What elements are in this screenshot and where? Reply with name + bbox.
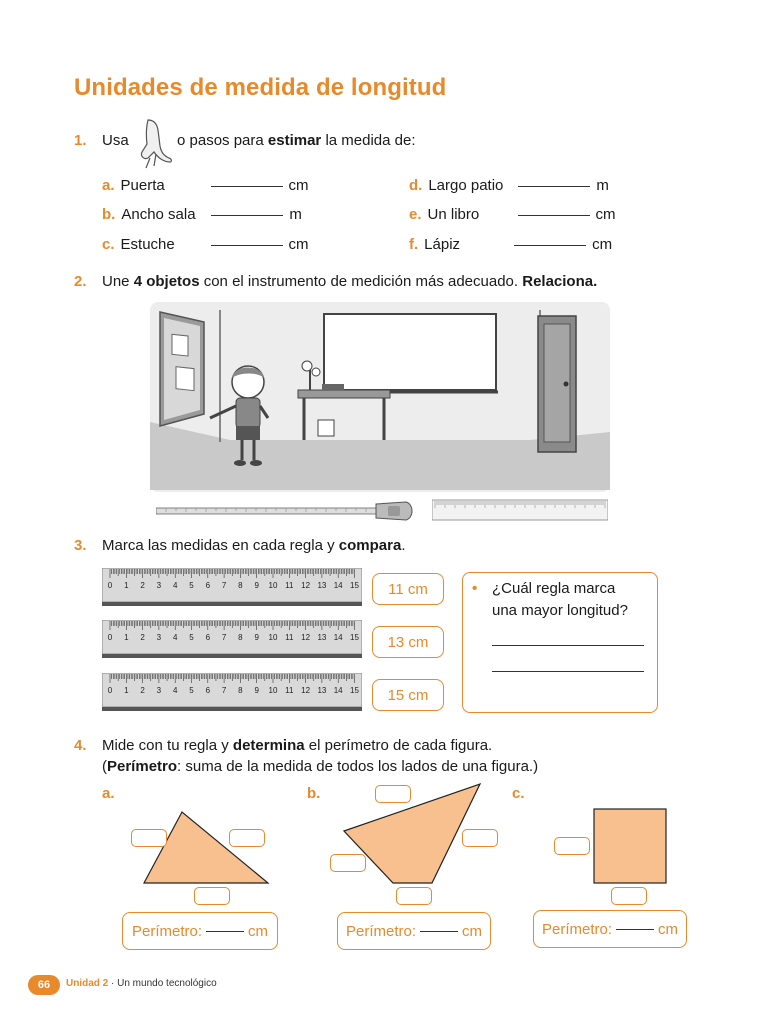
ruler-tick-label: 2 (140, 686, 145, 695)
ruler-tick-label: 1 (124, 686, 129, 695)
ruler-tick-label: 1 (124, 581, 129, 590)
ruler-tick-label: 2 (140, 633, 145, 642)
ruler-tick-label: 9 (254, 581, 259, 590)
ruler-tick-label: 3 (156, 686, 162, 695)
triangle-shape (144, 812, 268, 883)
ruler-tick-label: 15 (350, 633, 359, 642)
q3-text: Marca las medidas en cada regla y compara. (102, 537, 406, 554)
hand-span-icon (134, 118, 176, 170)
classroom-illustration[interactable] (150, 302, 610, 492)
ruler-tick-label: 14 (333, 686, 343, 695)
ruler-tick-label: 13 (317, 686, 327, 695)
ruler-tick-label: 2 (140, 581, 145, 590)
measure-box-15: 15 cm (372, 679, 444, 711)
compare-question-line2: una mayor longitud? (492, 602, 628, 619)
q4-number: 4. (74, 737, 87, 754)
ruler-tick-label: 6 (205, 633, 211, 642)
fig-letter-a: a. (102, 785, 115, 802)
ruler-tick-label: 7 (221, 633, 227, 642)
side-box-c1[interactable] (554, 837, 590, 855)
side-box-c2[interactable] (611, 887, 647, 905)
ruler-tick-label: 3 (156, 633, 162, 642)
compare-question-line1: ¿Cuál regla marca (492, 580, 616, 597)
q1-item-d: d. Largo patio m (409, 177, 609, 194)
q1-item-e: e. Un libro cm (409, 206, 616, 223)
ruler-tick-label: 10 (268, 633, 278, 642)
square-shape (594, 809, 666, 883)
ruler-tick-label: 11 (285, 633, 294, 642)
ruler-tick-label: 4 (172, 581, 178, 590)
ruler-tick-label: 10 (268, 581, 278, 590)
q1-item-b: b. Ancho sala m (102, 206, 302, 223)
page-number: 66 (28, 975, 60, 995)
ruler-2[interactable] (102, 620, 362, 665)
ruler-tick-label: 14 (333, 633, 343, 642)
ruler-tick-label: 14 (333, 581, 343, 590)
ruler-tick-label: 11 (285, 581, 294, 590)
ruler-tick-label: 0 (107, 686, 113, 695)
ruler-tick-label: 7 (221, 581, 227, 590)
ruler-tick-label: 6 (205, 686, 211, 695)
ruler-tick-label: 8 (238, 581, 243, 590)
q1-text-post: o pasos para estimar la medida de: (177, 132, 416, 149)
ruler-tick-label: 13 (317, 633, 327, 642)
long-ruler[interactable] (432, 498, 608, 522)
perimeter-box-a[interactable]: Perímetro: cm (122, 912, 278, 950)
measure-box-11: 11 cm (372, 573, 444, 605)
ruler-tick-label: 11 (285, 686, 294, 695)
answer-line[interactable] (211, 186, 283, 187)
side-box-b3[interactable] (330, 854, 366, 872)
q4-definition: (Perímetro: suma de la medida de todos los lados de una figura.) (102, 758, 539, 775)
side-box-b2[interactable] (462, 829, 498, 847)
ruler-1[interactable] (102, 568, 362, 613)
ruler-tick-label: 0 (107, 581, 113, 590)
tape-measure[interactable] (156, 498, 416, 522)
side-box-a3[interactable] (194, 887, 230, 905)
footer-unit: Unidad 2 · Un mundo tecnológico (66, 978, 217, 989)
ruler-tick-label: 15 (350, 686, 359, 695)
q1-item-f: f. Lápiz cm (409, 236, 613, 253)
ruler-tick-label: 8 (238, 686, 243, 695)
ruler-tick-label: 10 (268, 686, 278, 695)
side-box-a2[interactable] (229, 829, 265, 847)
ruler-tick-label: 4 (172, 686, 178, 695)
answer-line-2[interactable] (492, 671, 644, 672)
ruler-3[interactable] (102, 673, 362, 718)
q2-text: Une 4 objetos con el instrumento de medición más adecuado. Relaciona. (102, 273, 598, 290)
ruler-tick-label: 12 (301, 686, 311, 695)
ruler-tick-label: 9 (254, 633, 259, 642)
side-box-b1[interactable] (375, 785, 411, 803)
perimeter-box-b[interactable]: Perímetro: cm (337, 912, 491, 950)
q1-item-a: a. Puerta cm (102, 177, 309, 194)
q2-number: 2. (74, 273, 87, 290)
q1-text-pre: Usa (102, 132, 129, 149)
side-box-b4[interactable] (396, 887, 432, 905)
perimeter-box-c[interactable]: Perímetro: cm (533, 910, 687, 948)
q3-number: 3. (74, 537, 87, 554)
bullet: • (472, 580, 478, 597)
answer-line[interactable] (211, 245, 283, 246)
ruler-tick-label: 5 (189, 633, 194, 642)
ruler-tick-label: 13 (317, 581, 327, 590)
answer-line[interactable] (514, 245, 586, 246)
ruler-tick-label: 5 (189, 581, 194, 590)
measure-box-13: 13 cm (372, 626, 444, 658)
ruler-tick-label: 4 (172, 633, 178, 642)
ruler-tick-label: 3 (156, 581, 162, 590)
side-box-a1[interactable] (131, 829, 167, 847)
ruler-tick-label: 1 (124, 633, 129, 642)
q1-number: 1. (74, 132, 87, 149)
answer-line[interactable] (518, 186, 590, 187)
q1-item-c: c. Estuche cm (102, 236, 309, 253)
fig-letter-b: b. (307, 785, 321, 802)
q4-text: Mide con tu regla y determina el perímetro de cada figura. (102, 737, 493, 754)
answer-line[interactable] (518, 215, 590, 216)
answer-line[interactable] (211, 215, 283, 216)
ruler-tick-label: 6 (205, 581, 211, 590)
ruler-tick-label: 7 (221, 686, 227, 695)
bulletin-board (160, 312, 204, 426)
ruler-tick-label: 12 (301, 633, 311, 642)
ruler-tick-label: 12 (301, 581, 311, 590)
ruler-tick-label: 15 (350, 581, 359, 590)
fig-letter-c: c. (512, 785, 525, 802)
ruler-tick-label: 9 (254, 686, 259, 695)
ruler-tick-label: 8 (238, 633, 243, 642)
ruler-tick-label: 5 (189, 686, 194, 695)
answer-line-1[interactable] (492, 645, 644, 646)
ruler-tick-label: 0 (107, 633, 113, 642)
page-title: Unidades de medida de longitud (74, 74, 447, 101)
